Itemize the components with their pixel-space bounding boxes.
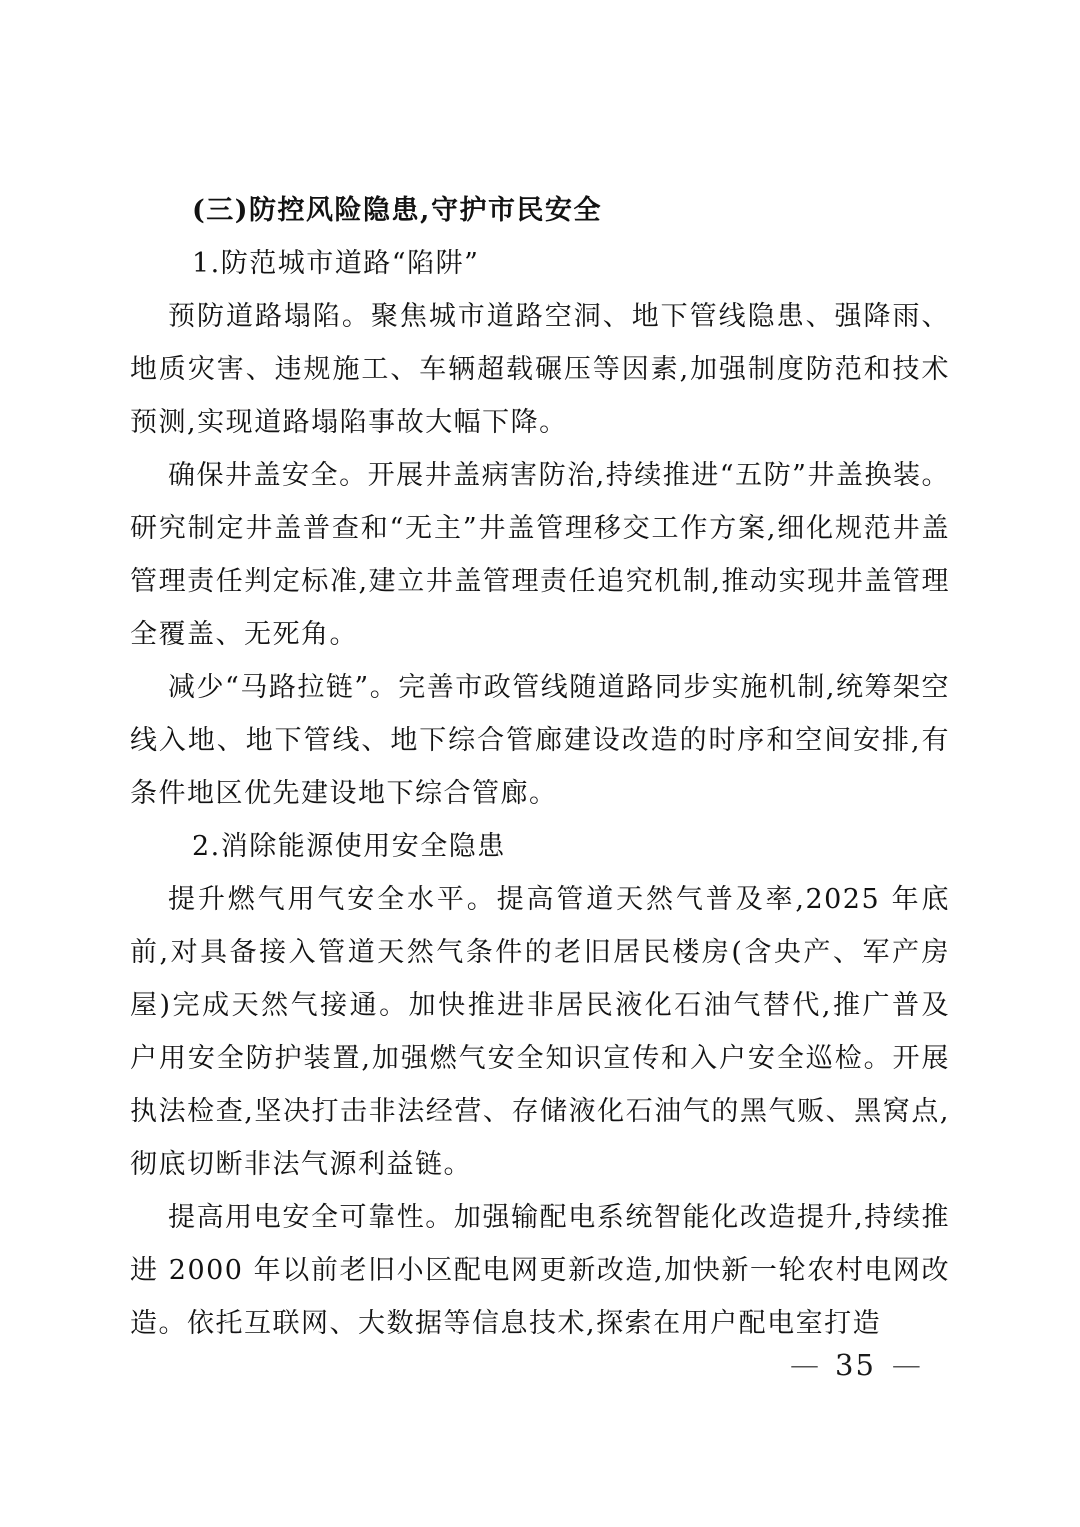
page-number: 35 (835, 1348, 876, 1382)
footer-dash-left: — (790, 1351, 819, 1379)
paragraph-road-zipper-reduction: 减少“马路拉链”。完善市政管线随道路同步实施机制,统筹架空线入地、地下管线、地下综合管廊建设改造的时序和空间安排,有条件地区优先建设地下综合管廊。 (130, 672, 950, 809)
paragraph-electricity-reliability: 提高用电安全可靠性。加强输配电系统智能化改造提升,持续推进 2000 年以前老旧小区配电网更新改造,加快新一轮农村电网改造。依托互联网、大数据等信息技术,探索在用户配电室打造 (130, 1202, 950, 1339)
document-body (130, 184, 950, 1350)
subsection-heading-energy-safety: 2.消除能源使用安全隐患 (192, 831, 506, 862)
footer-dash-right: — (891, 1351, 921, 1379)
subsection-heading-road-traps: 1.防范城市道路“陷阱” (192, 248, 480, 279)
paragraph-gas-safety: 提升燃气用气安全水平。提高管道天然气普及率,2025 年底前,对具备接入管道天然气条件的老旧居民楼房(含央产、军产房屋)完成天然气接通。加快推进非居民液化石油气替代,推广普及户用安全防护装置,加强燃气安全知识宣传和入户安全巡检。开展执法检查,坚决打击非法经营、存储液化石油气的黑气贩、黑窝点,彻底切断非法气源利益链。 (130, 884, 950, 1180)
page-footer (790, 1348, 921, 1382)
paragraph-road-collapse-prevention: 预防道路塌陷。聚焦城市道路空洞、地下管线隐患、强降雨、地质灾害、违规施工、车辆超载碾压等因素,加强制度防范和技术预测,实现道路塌陷事故大幅下降。 (130, 301, 950, 438)
section-heading: (三)防控风险隐患,守护市民安全 (192, 195, 602, 226)
paragraph-manhole-cover-safety: 确保井盖安全。开展井盖病害防治,持续推进“五防”井盖换装。研究制定井盖普查和“无主”井盖管理移交工作方案,细化规范井盖管理责任判定标准,建立井盖管理责任追究机制,推动实现井盖管理全覆盖、无死角。 (130, 460, 950, 650)
